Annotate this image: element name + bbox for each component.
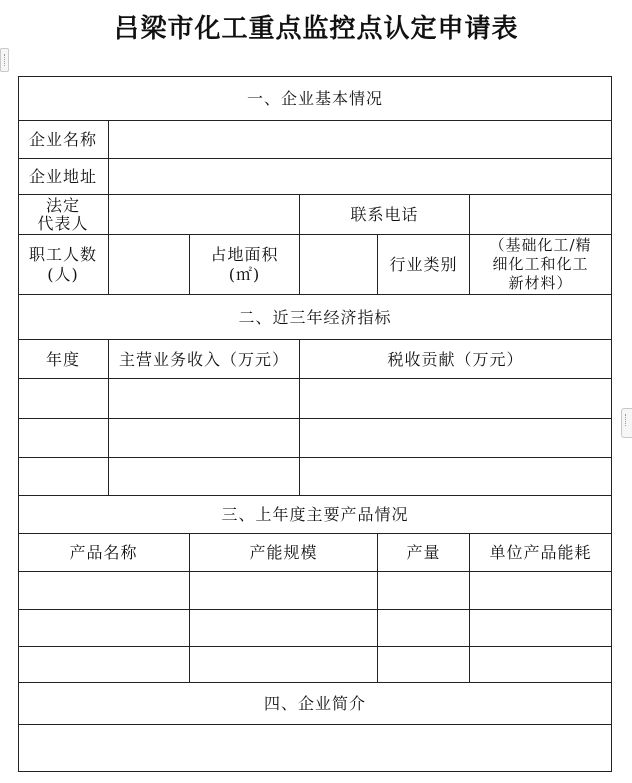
product-name-cell-2[interactable] xyxy=(19,610,189,646)
energy-cell-3[interactable] xyxy=(470,647,611,682)
energy-cell-1[interactable] xyxy=(470,572,611,609)
output-cell-3[interactable] xyxy=(378,647,469,682)
industry-label: 行业类别 xyxy=(389,255,458,274)
col-revenue: 主营业务收入（万元） xyxy=(118,349,289,369)
year-cell-2[interactable] xyxy=(19,419,108,457)
employees-label-line2: (人) xyxy=(47,264,79,284)
revenue-cell-3[interactable] xyxy=(109,458,299,495)
col-year: 年度 xyxy=(45,349,80,369)
company-address-field[interactable] xyxy=(109,159,611,194)
company-intro-field[interactable] xyxy=(19,725,611,771)
employees-field[interactable] xyxy=(109,235,189,294)
phone-label: 联系电话 xyxy=(350,205,419,224)
industry-options[interactable] xyxy=(470,235,611,294)
right-resize-handle[interactable] xyxy=(621,408,632,438)
col-output: 产量 xyxy=(406,543,441,562)
output-cell-1[interactable] xyxy=(378,572,469,609)
company-name-label: 企业名称 xyxy=(28,130,97,149)
capacity-cell-2[interactable] xyxy=(190,610,377,646)
tax-cell-2[interactable] xyxy=(300,419,611,457)
output-cell-2[interactable] xyxy=(378,610,469,646)
year-cell-3[interactable] xyxy=(19,458,108,495)
section4-heading: 四、企业简介 xyxy=(263,694,366,713)
section2-heading: 二、近三年经济指标 xyxy=(238,307,392,327)
revenue-cell-2[interactable] xyxy=(109,419,299,457)
section1-heading: 一、企业基本情况 xyxy=(246,89,383,108)
employees-label xyxy=(18,235,108,294)
year-cell-1[interactable] xyxy=(19,379,108,418)
company-address-label: 企业地址 xyxy=(28,167,97,186)
section3-heading: 三、上年度主要产品情况 xyxy=(221,505,409,524)
industry-options-line1: （基础化工/精 xyxy=(489,236,592,254)
employees-label-line1: 职工人数 xyxy=(28,244,97,264)
tax-cell-3[interactable] xyxy=(300,458,611,495)
area-label xyxy=(190,235,299,294)
form-title: 吕梁市化工重点监控点认定申请表 xyxy=(113,14,519,44)
legal-rep-label-line1: 法定 xyxy=(45,195,80,215)
capacity-cell-3[interactable] xyxy=(190,647,377,682)
area-label-line1: 占地面积 xyxy=(210,244,279,264)
industry-options-line2: 细化工和化工 xyxy=(492,255,589,273)
capacity-cell-1[interactable] xyxy=(190,572,377,609)
product-name-cell-3[interactable] xyxy=(19,647,189,682)
industry-options-line3: 新材料） xyxy=(508,274,573,292)
col-capacity: 产能规模 xyxy=(249,543,318,562)
phone-field[interactable] xyxy=(470,195,611,234)
legal-rep-label-line2: 代表人 xyxy=(37,213,89,233)
product-name-cell-1[interactable] xyxy=(19,572,189,609)
company-name-field[interactable] xyxy=(109,121,611,158)
legal-rep-label xyxy=(18,195,108,234)
col-tax: 税收贡献（万元） xyxy=(387,349,524,369)
left-resize-handle[interactable] xyxy=(0,48,9,72)
col-product-name: 产品名称 xyxy=(69,543,138,562)
tax-cell-1[interactable] xyxy=(300,379,611,418)
revenue-cell-1[interactable] xyxy=(109,379,299,418)
area-label-line2: (㎡) xyxy=(228,264,261,284)
col-energy: 单位产品能耗 xyxy=(489,543,592,562)
legal-rep-field[interactable] xyxy=(109,195,299,234)
area-field[interactable] xyxy=(300,235,377,294)
energy-cell-2[interactable] xyxy=(470,610,611,646)
